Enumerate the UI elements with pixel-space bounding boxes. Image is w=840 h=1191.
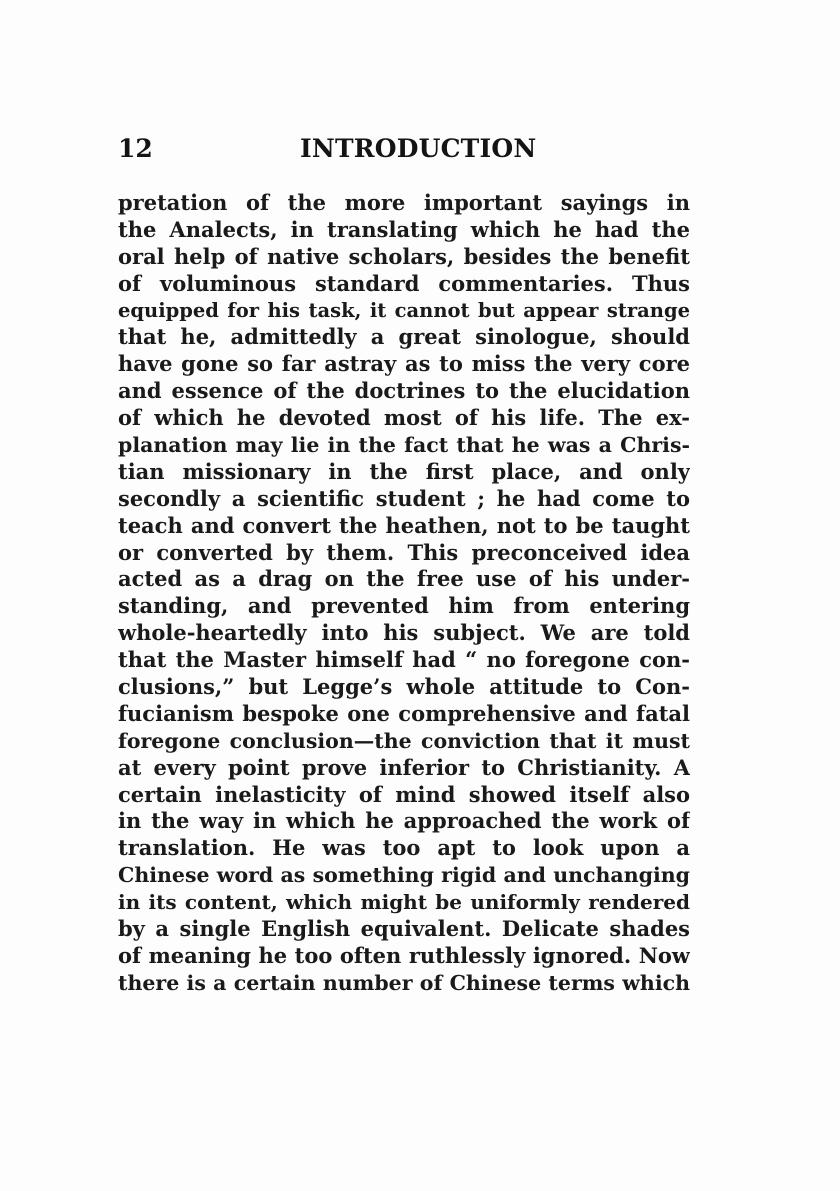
- text-line: standing, and prevented him from entering: [118, 593, 690, 619]
- page-header: [118, 134, 690, 170]
- text-line: oral help of native scholars, besides the benefit: [118, 243, 690, 269]
- text-line: foregone conclusion—the conviction that it must: [118, 728, 690, 753]
- text-line: certain inelasticity of mind showed itself also: [118, 781, 690, 807]
- text-line: secondly a scientific student ; he had come to: [118, 485, 690, 511]
- text-line: Chinese word as something rigid and unchanging: [118, 863, 690, 888]
- running-head: INTRODUCTION: [300, 134, 537, 163]
- text-line: or converted by them. This preconceived idea: [118, 539, 690, 565]
- text-line: in the way in which he approached the work of: [118, 808, 690, 834]
- text-line: the Analects, in translating which he had the: [118, 216, 690, 242]
- text-line: by a single English equivalent. Delicate shades: [118, 916, 690, 942]
- text-line: clusions,” but Legge’s whole attitude to Con-: [118, 674, 690, 700]
- text-line: fucianism bespoke one comprehensive and fatal: [118, 700, 690, 726]
- text-line: of meaning he too often ruthlessly ignored. Now: [118, 942, 690, 968]
- text-line: there is a certain number of Chinese terms which: [118, 970, 690, 995]
- text-line: equipped for his task, it cannot but appear strange: [118, 298, 690, 322]
- text-line: of which he devoted most of his life. The ex-: [118, 405, 690, 431]
- text-line: pretation of the more important sayings in: [118, 190, 690, 215]
- text-line: in its content, which might be uniformly rendered: [118, 890, 690, 915]
- text-line: have gone so far astray as to miss the very core: [118, 351, 690, 377]
- text-line: translation. He was too apt to look upon a: [118, 835, 690, 861]
- text-line: teach and convert the heathen, not to be taught: [118, 512, 690, 538]
- text-line: of voluminous standard commentaries. Thus: [118, 270, 690, 296]
- text-line: that he, admittedly a great sinologue, should: [118, 324, 690, 350]
- text-line: at every point prove inferior to Christianity. A: [118, 754, 690, 780]
- text-line: whole-heartedly into his subject. We are told: [118, 620, 690, 646]
- text-line: acted as a drag on the free use of his under-: [118, 566, 690, 592]
- text-line: tian missionary in the first place, and only: [118, 458, 690, 484]
- body-text: [118, 190, 690, 997]
- text-line: planation may lie in the fact that he was a Chris-: [118, 433, 690, 458]
- page-number: 12: [118, 134, 153, 163]
- text-line: and essence of the doctrines to the elucidation: [118, 378, 690, 404]
- text-line: that the Master himself had “ no foregone con-: [118, 647, 690, 673]
